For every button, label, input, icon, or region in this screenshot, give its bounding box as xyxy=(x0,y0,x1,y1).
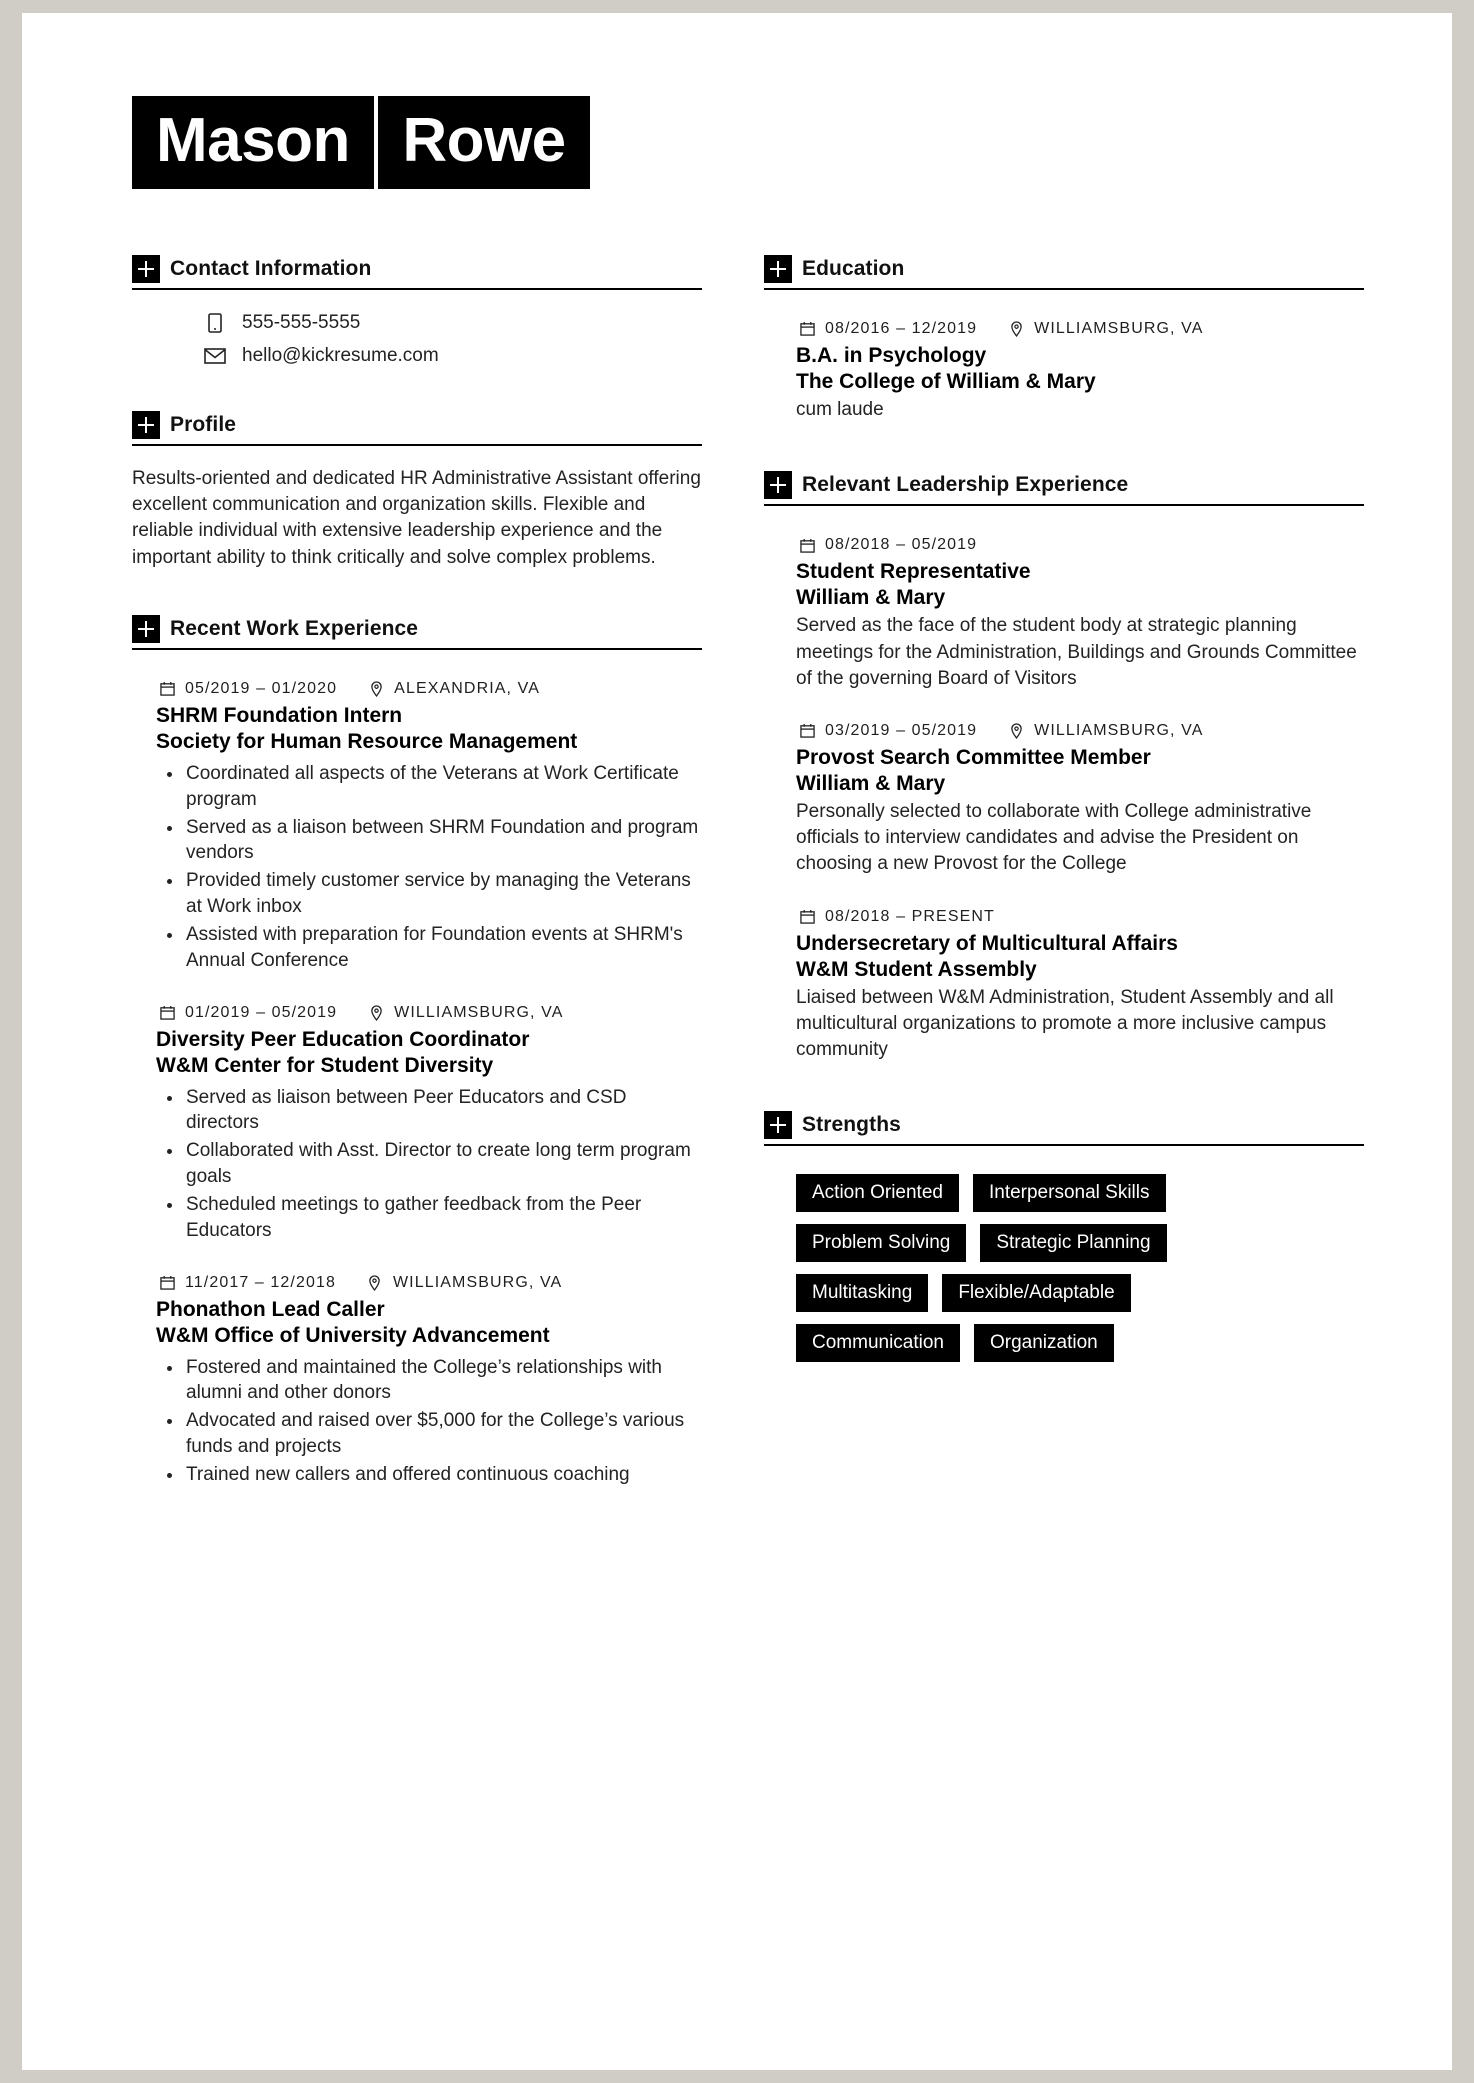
bullet-item: Coordinated all aspects of the Veterans at Work Certificate program xyxy=(156,761,702,813)
email-icon xyxy=(204,345,226,367)
entry-organization: W&M Student Assembly xyxy=(796,957,1037,981)
resume-sheet xyxy=(22,13,1452,2070)
section-contact-information xyxy=(132,255,702,367)
bullet-item: Scheduled meetings to gather feedback from the Peer Educators xyxy=(156,1192,702,1244)
entry-dates: 05/2019 – 01/2020 xyxy=(185,679,338,697)
entry-meta xyxy=(796,720,1364,742)
contact-phone-row xyxy=(204,312,702,334)
entry-location: WILLIAMSBURG, VA xyxy=(1034,319,1204,337)
entry-dates: 08/2018 – PRESENT xyxy=(825,907,995,925)
entry-title: Provost Search Committee Member xyxy=(796,745,1151,769)
calendar-icon xyxy=(796,720,818,742)
entry-description: Served as the face of the student body at strategic planning meetings for the Administration, Buildings and Grounds Committee of the governing Board of Visitors xyxy=(796,615,1357,689)
bullet-item: Assisted with preparation for Foundation events at SHRM's Annual Conference xyxy=(156,922,702,974)
section-header xyxy=(132,615,702,650)
entry-title: Student Representative xyxy=(796,560,1031,584)
entry-organization: William & Mary xyxy=(796,586,946,610)
bullet-item: Served as liaison between Peer Educators and CSD directors xyxy=(156,1085,702,1137)
location-icon xyxy=(365,678,387,700)
section-title: Strengths xyxy=(802,1113,901,1137)
entry-title: B.A. in Psychology xyxy=(796,343,987,367)
section-profile xyxy=(132,411,702,571)
entry-description: Personally selected to collaborate with College administrative officials to interview candidates and advise the President on choosing a new Provost for the College xyxy=(796,801,1312,875)
entry-note: cum laude xyxy=(796,399,884,421)
plus-icon xyxy=(764,1111,792,1139)
calendar-icon xyxy=(156,1272,178,1294)
entry-meta xyxy=(156,1002,702,1024)
section-header xyxy=(764,471,1364,506)
section-header xyxy=(132,411,702,446)
section-title: Recent Work Experience xyxy=(170,616,419,640)
profile-text: Results-oriented and dedicated HR Administrative Assistant offering excellent communication and organization skills. Flexible and reliable individual with extensive leadership experience and the important ability to think critically and solve complex problems. xyxy=(132,467,701,568)
bullet-item: Advocated and raised over $5,000 for the College’s various funds and projects xyxy=(156,1408,702,1460)
entry-meta xyxy=(156,678,702,700)
strength-tag: Multitasking xyxy=(796,1274,928,1312)
section-relevant-leadership-experience xyxy=(764,471,1364,1063)
entry-organization: Society for Human Resource Management xyxy=(156,729,578,753)
plus-icon xyxy=(132,255,160,283)
entry-title: Diversity Peer Education Coordinator xyxy=(156,1027,530,1051)
leadership-entry xyxy=(796,534,1364,692)
entry-description: Liaised between W&M Administration, Student Assembly and all multicultural organizations to promote a more inclusive campus community xyxy=(796,986,1334,1061)
right-column xyxy=(764,255,1364,1494)
work-entry xyxy=(156,1272,702,1488)
strength-tag: Communication xyxy=(796,1324,960,1362)
leadership-entry xyxy=(796,720,1364,878)
entry-meta xyxy=(796,318,1364,340)
work-entry xyxy=(156,1002,702,1244)
entry-organization: W&M Office of University Advancement xyxy=(156,1323,550,1347)
section-header xyxy=(764,1111,1364,1146)
section-title: Relevant Leadership Experience xyxy=(802,473,1129,497)
location-icon xyxy=(364,1272,386,1294)
entry-dates: 01/2019 – 05/2019 xyxy=(185,1003,338,1021)
plus-icon xyxy=(764,471,792,499)
section-title: Profile xyxy=(170,412,237,436)
section-recent-work-experience xyxy=(132,615,702,1488)
entry-location: WILLIAMSBURG, VA xyxy=(1034,721,1204,739)
entry-dates: 03/2019 – 05/2019 xyxy=(825,721,978,739)
entry-organization: The College of William & Mary xyxy=(796,369,1096,393)
strengths-tag-list xyxy=(796,1174,1266,1362)
calendar-icon xyxy=(156,678,178,700)
leadership-entry xyxy=(796,906,1364,1064)
entry-location: WILLIAMSBURG, VA xyxy=(392,1273,563,1291)
entry-title: SHRM Foundation Intern xyxy=(156,703,403,727)
contact-email-row xyxy=(204,345,702,367)
calendar-icon xyxy=(796,318,818,340)
strength-tag: Problem Solving xyxy=(796,1224,966,1262)
entry-location: WILLIAMSBURG, VA xyxy=(394,1003,564,1021)
plus-icon xyxy=(764,255,792,283)
strength-tag: Flexible/Adaptable xyxy=(942,1274,1130,1312)
location-icon xyxy=(1005,720,1027,742)
section-header xyxy=(132,255,702,290)
entry-bullets xyxy=(156,1085,702,1244)
entry-organization: William & Mary xyxy=(796,771,946,795)
name-block xyxy=(132,83,1392,189)
strength-tag: Action Oriented xyxy=(796,1174,959,1212)
section-title: Education xyxy=(802,256,905,280)
section-title: Contact Information xyxy=(170,256,372,280)
entry-title: Phonathon Lead Caller xyxy=(156,1297,385,1321)
entry-title: Undersecretary of Multicultural Affairs xyxy=(796,931,1178,955)
bullet-item: Provided timely customer service by managing the Veterans at Work inbox xyxy=(156,868,702,920)
email-value: hello@kickresume.com xyxy=(242,344,439,366)
entry-bullets xyxy=(156,1355,702,1488)
first-name: Mason xyxy=(132,96,374,189)
entry-meta xyxy=(796,534,1364,556)
entry-location: ALEXANDRIA, VA xyxy=(394,679,540,697)
contact-list xyxy=(204,312,702,367)
strength-tag: Interpersonal Skills xyxy=(973,1174,1166,1212)
bullet-item: Collaborated with Asst. Director to create long term program goals xyxy=(156,1138,702,1190)
plus-icon xyxy=(132,411,160,439)
work-entry xyxy=(156,678,702,974)
calendar-icon xyxy=(156,1002,178,1024)
plus-icon xyxy=(132,615,160,643)
section-education xyxy=(764,255,1364,423)
entry-organization: W&M Center for Student Diversity xyxy=(156,1053,494,1077)
calendar-icon xyxy=(796,906,818,928)
bullet-item: Served as a liaison between SHRM Foundation and program vendors xyxy=(156,815,702,867)
phone-icon xyxy=(204,312,226,334)
education-entry xyxy=(796,318,1364,423)
section-strengths xyxy=(764,1111,1364,1362)
last-name: Rowe xyxy=(378,96,589,189)
left-column xyxy=(132,255,702,1494)
strength-tag: Strategic Planning xyxy=(980,1224,1166,1262)
location-icon xyxy=(365,1002,387,1024)
bullet-item: Trained new callers and offered continuous coaching xyxy=(156,1462,702,1488)
calendar-icon xyxy=(796,534,818,556)
strength-tag: Organization xyxy=(974,1324,1114,1362)
entry-meta xyxy=(156,1272,702,1294)
section-header xyxy=(764,255,1364,290)
entry-dates: 08/2016 – 12/2019 xyxy=(825,319,978,337)
bullet-item: Fostered and maintained the College’s relationships with alumni and other donors xyxy=(156,1355,702,1407)
entry-dates: 11/2017 – 12/2018 xyxy=(185,1273,336,1291)
entry-meta xyxy=(796,906,1364,928)
location-icon xyxy=(1005,318,1027,340)
entry-dates: 08/2018 – 05/2019 xyxy=(825,536,978,554)
phone-value: 555-555-5555 xyxy=(242,311,361,333)
entry-bullets xyxy=(156,761,702,974)
